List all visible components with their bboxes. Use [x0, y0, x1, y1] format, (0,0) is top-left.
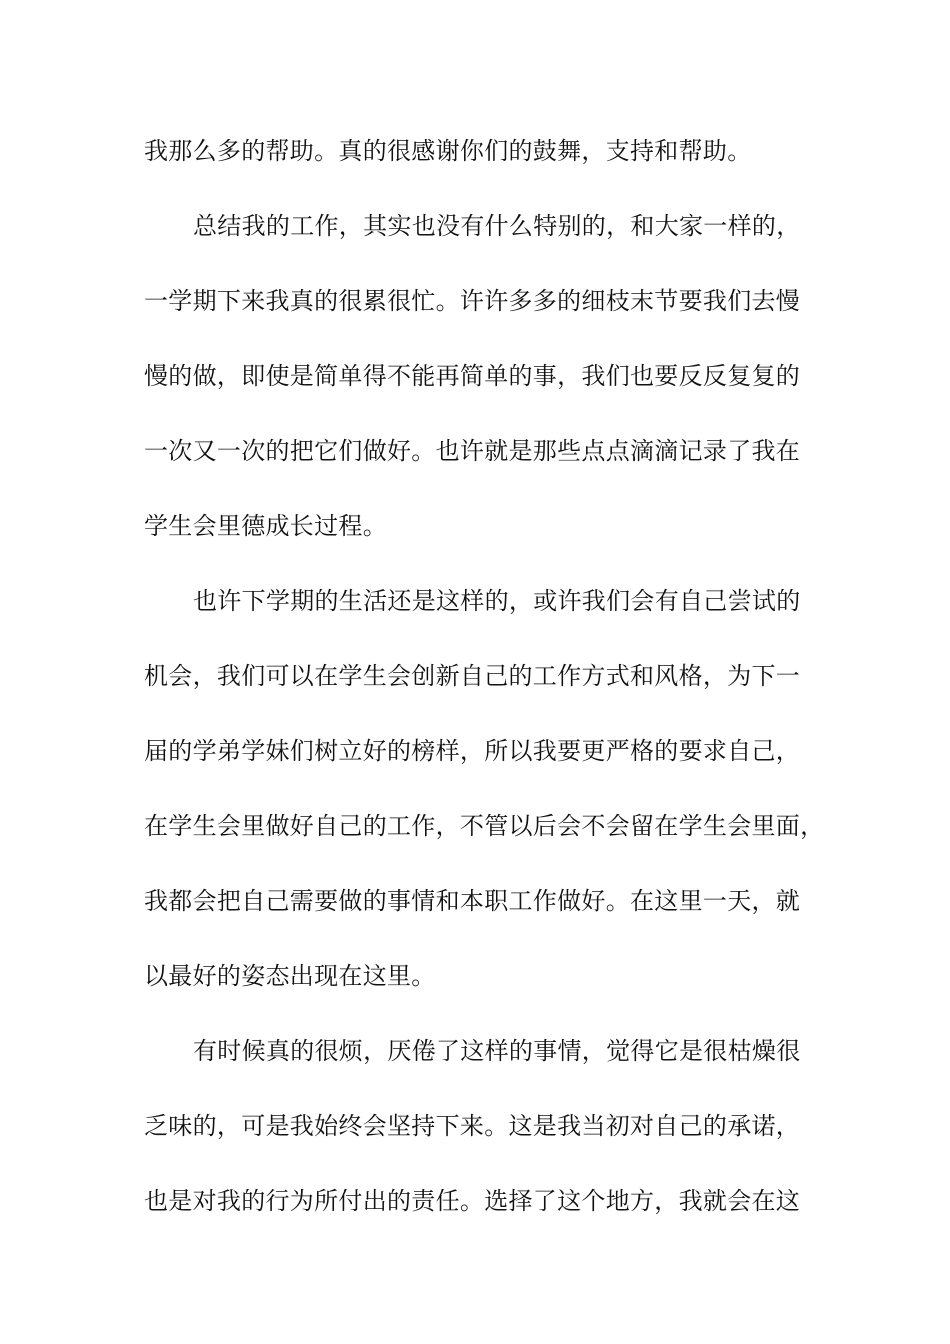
text-line: 在学生会里做好自己的工作，不管以后会不会留在学生会里面， — [144, 812, 825, 840]
text-line: 总结我的工作，其实也没有什么特别的，和大家一样的， — [193, 212, 801, 240]
text-line: 一次又一次的把它们做好。也许就是那些点点滴滴记录了我在 — [144, 437, 801, 465]
text-line: 机会，我们可以在学生会创新自己的工作方式和风格，为下一 — [144, 662, 801, 690]
text-line: 学生会里德成长过程。 — [144, 512, 387, 540]
text-line: 一学期下来我真的很累很忙。许许多多的细枝末节要我们去慢 — [144, 287, 801, 315]
text-line: 届的学弟学妹们树立好的榜样，所以我要更严格的要求自己， — [144, 737, 801, 765]
text-line: 乏味的，可是我始终会坚持下来。这是我当初对自己的承诺， — [144, 1112, 801, 1140]
body-text — [144, 126, 824, 1251]
text-line: 有时候真的很烦，厌倦了这样的事情，觉得它是很枯燥很 — [193, 1037, 801, 1065]
text-line: 也是对我的行为所付出的责任。选择了这个地方，我就会在这 — [144, 1187, 801, 1215]
text-line: 慢的做，即使是简单得不能再简单的事，我们也要反反复复的 — [144, 362, 801, 390]
text-line: 也许下学期的生活还是这样的，或许我们会有自己尝试的 — [193, 587, 801, 615]
text-line: 我那么多的帮助。真的很感谢你们的鼓舞，支持和帮助。 — [144, 137, 752, 165]
text-line: 我都会把自己需要做的事情和本职工作做好。在这里一天，就 — [144, 887, 801, 915]
text-line: 以最好的姿态出现在这里。 — [144, 962, 436, 990]
